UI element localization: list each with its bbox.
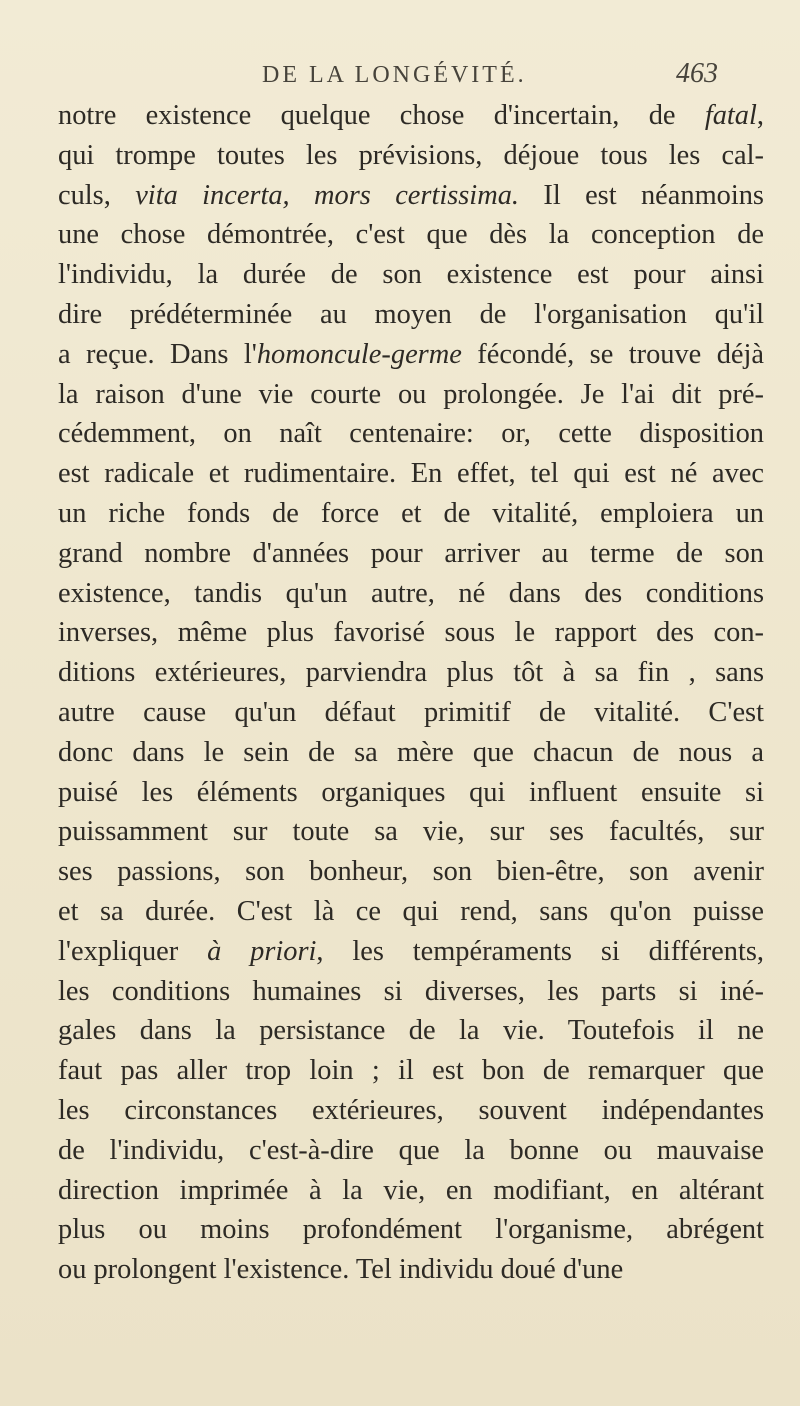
text-line: ditions extérieures, parviendra plus tôt à sa fin , sans xyxy=(58,657,764,689)
running-title: DE LA LONGÉVITÉ. xyxy=(262,62,527,88)
text-line: plus ou moins profondément l'organisme, abrégent xyxy=(58,1214,764,1246)
text-line: culs, vita incerta, mors certissima. Il est néanmoins xyxy=(58,179,764,211)
italic-phrase: vita incerta, mors certissima. xyxy=(135,179,519,211)
text-line: de l'individu, c'est-à-dire que la bonne ou mauvaise xyxy=(58,1134,764,1166)
text-line: gales dans la persistance de la vie. Toutefois il ne xyxy=(58,1015,764,1047)
text-line: les conditions humaines si diverses, les parts si iné- xyxy=(58,975,764,1007)
text-line: cédemment, on naît centenaire: or, cette disposition xyxy=(58,418,764,450)
text-line: est radicale et rudimentaire. En effet, tel qui est né avec xyxy=(58,458,764,490)
page-number: 463 xyxy=(676,58,718,89)
italic-phrase: fatal xyxy=(704,100,757,131)
text-line: l'individu, la durée de son existence est pour ainsi xyxy=(58,259,764,291)
italic-phrase: à priori xyxy=(207,935,317,967)
text-line: une chose démontrée, c'est que dès la conception de xyxy=(58,219,764,251)
text-line: un riche fonds de force et de vitalité, emploiera un xyxy=(58,497,764,529)
text-line: faut pas aller trop loin ; il est bon de remarquer que xyxy=(58,1055,764,1087)
text-line: et sa durée. C'est là ce qui rend, sans qu'on puisse xyxy=(58,895,764,927)
text-line: puissamment sur toute sa vie, sur ses facultés, sur xyxy=(58,816,764,848)
text-line: a reçue. Dans l'homoncule-germe fécondé, se trouve déjà xyxy=(58,338,764,370)
italic-phrase: homoncule-germe xyxy=(256,338,462,370)
text-line: direction imprimée à la vie, en modifiant, en altérant xyxy=(58,1174,764,1206)
text-line: inverses, même plus favorisé sous le rapport des con- xyxy=(58,617,764,649)
text-line: les circonstances extérieures, souvent indépendantes xyxy=(58,1094,764,1126)
text-line: la raison d'une vie courte ou prolongée. Je l'ai dit pré- xyxy=(58,378,764,410)
text-line: qui trompe toutes les prévisions, déjoue tous les cal- xyxy=(58,139,764,171)
text-line: existence, tandis qu'un autre, né dans des conditions xyxy=(58,577,764,609)
running-head xyxy=(0,54,800,94)
text-line: donc dans le sein de sa mère que chacun de nous a xyxy=(58,736,764,768)
text-line: ses passions, son bonheur, son bien-être, son avenir xyxy=(58,856,764,888)
text-line: notre existence quelque chose d'incertain, de fatal, xyxy=(58,100,764,131)
text-line: ou prolongent l'existence. Tel individu doué d'une xyxy=(58,1254,624,1286)
text-line: dire prédéterminée au moyen de l'organisation qu'il xyxy=(58,298,764,330)
text-line: puisé les éléments organiques qui influent ensuite si xyxy=(58,776,764,808)
text-line: l'expliquer à priori, les tempéraments si différents, xyxy=(58,935,764,967)
text-line: grand nombre d'années pour arriver au terme de son xyxy=(58,537,764,569)
body-text xyxy=(58,96,764,1290)
text-line: autre cause qu'un défaut primitif de vitalité. C'est xyxy=(58,696,764,728)
